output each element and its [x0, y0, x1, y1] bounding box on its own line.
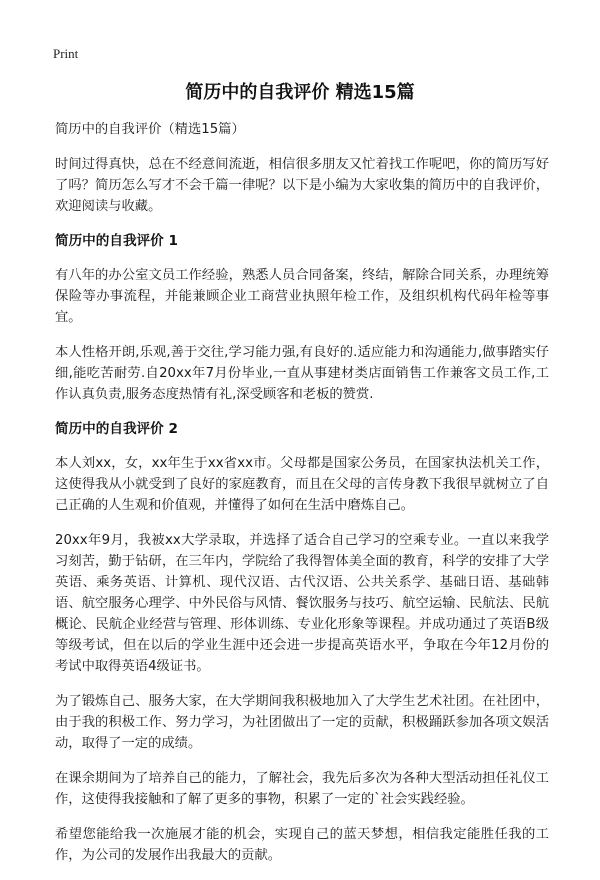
section-heading-2: 简历中的自我评价 2: [55, 421, 178, 437]
section-2-paragraph-5: 希望您能给我一次施展才能的机会，实现自己的蓝天梦想，相信我定能胜任我的工作，为公司的发展作出我最大的贡献。: [55, 827, 549, 863]
document-subtitle: 简历中的自我评价（精选15篇）: [55, 122, 245, 137]
section-2-paragraph-2: 20xx年9月，我被xx大学录取，并选择了适合自己学习的空乘专业。一直以来我学习刻苦，勤于钻研，在三年内，学院给了我得智体美全面的教育，科学的安排了大学英语、乘务英语、计算机、现代汉语、古代汉语、公共关系学、基础日语、基础韩语、航空服务心理学、中外民俗与风情、餐饮服务与技巧、航空运输、民航法、民航概论、民航企业经营与管理、形体训练、专业化形象等课程。并成功通过了英语B级等级考试，但在以后的学业生涯中还会进一步提高英语水平，争取在今年12月份的考试中取得英语4级证书。: [55, 533, 549, 674]
document-body: [55, 119, 549, 880]
section-2-paragraph-3: 为了锻炼自己、服务大家，在大学期间我积极地加入了大学生艺术社团。在社团中，由于我的积极工作、努力学习，为社团做出了一定的贡献，积极踊跃参加各项文娱活动，取得了一定的成绩。: [55, 694, 549, 751]
section-heading-1: 简历中的自我评价 1: [55, 233, 178, 249]
intro-paragraph: 时间过得真快，总在不经意间流逝，相信很多朋友又忙着找工作呢吧，你的简历写好了吗？简历怎么写才不会千篇一律呢？以下是小编为大家收集的简历中的自我评价，欢迎阅读与收藏。: [55, 157, 549, 214]
section-1-paragraph-1: 有八年的办公室文员工作经验，熟悉人员合同备案，终结，解除合同关系，办理统筹保险等办事流程，并能兼顾企业工商营业执照年检工作，及组织机构代码年检等事宜。: [55, 268, 549, 325]
document-title: 简历中的自我评价 精选15篇: [185, 82, 415, 103]
section-2-paragraph-4: 在课余期间为了培养自己的能力，了解社会，我先后多次为各种大型活动担任礼仪工作，这使得我接触和了解了更多的事物，积累了一定的`社会实践经验。: [55, 771, 549, 807]
section-1-paragraph-2: 本人性格开朗,乐观,善于交往,学习能力强,有良好的.适应能力和沟通能力,做事踏实仔细,能吃苦耐劳.自20xx年7月份毕业,一直从事建材类店面销售工作兼客文员工作,工作认真负责,服务态度热情有礼,深受顾客和老板的赞赏.: [55, 345, 549, 402]
section-2-paragraph-1: 本人刘xx，女，xx年生于xx省xx市。父母都是国家公务员，在国家执法机关工作，这使得我从小就受到了良好的家庭教育，而且在父母的言传身教下我很早就树立了自己正确的人生观和价值观，并懂得了如何在生活中磨炼自己。: [55, 456, 549, 513]
print-label[interactable]: Print: [53, 46, 79, 61]
